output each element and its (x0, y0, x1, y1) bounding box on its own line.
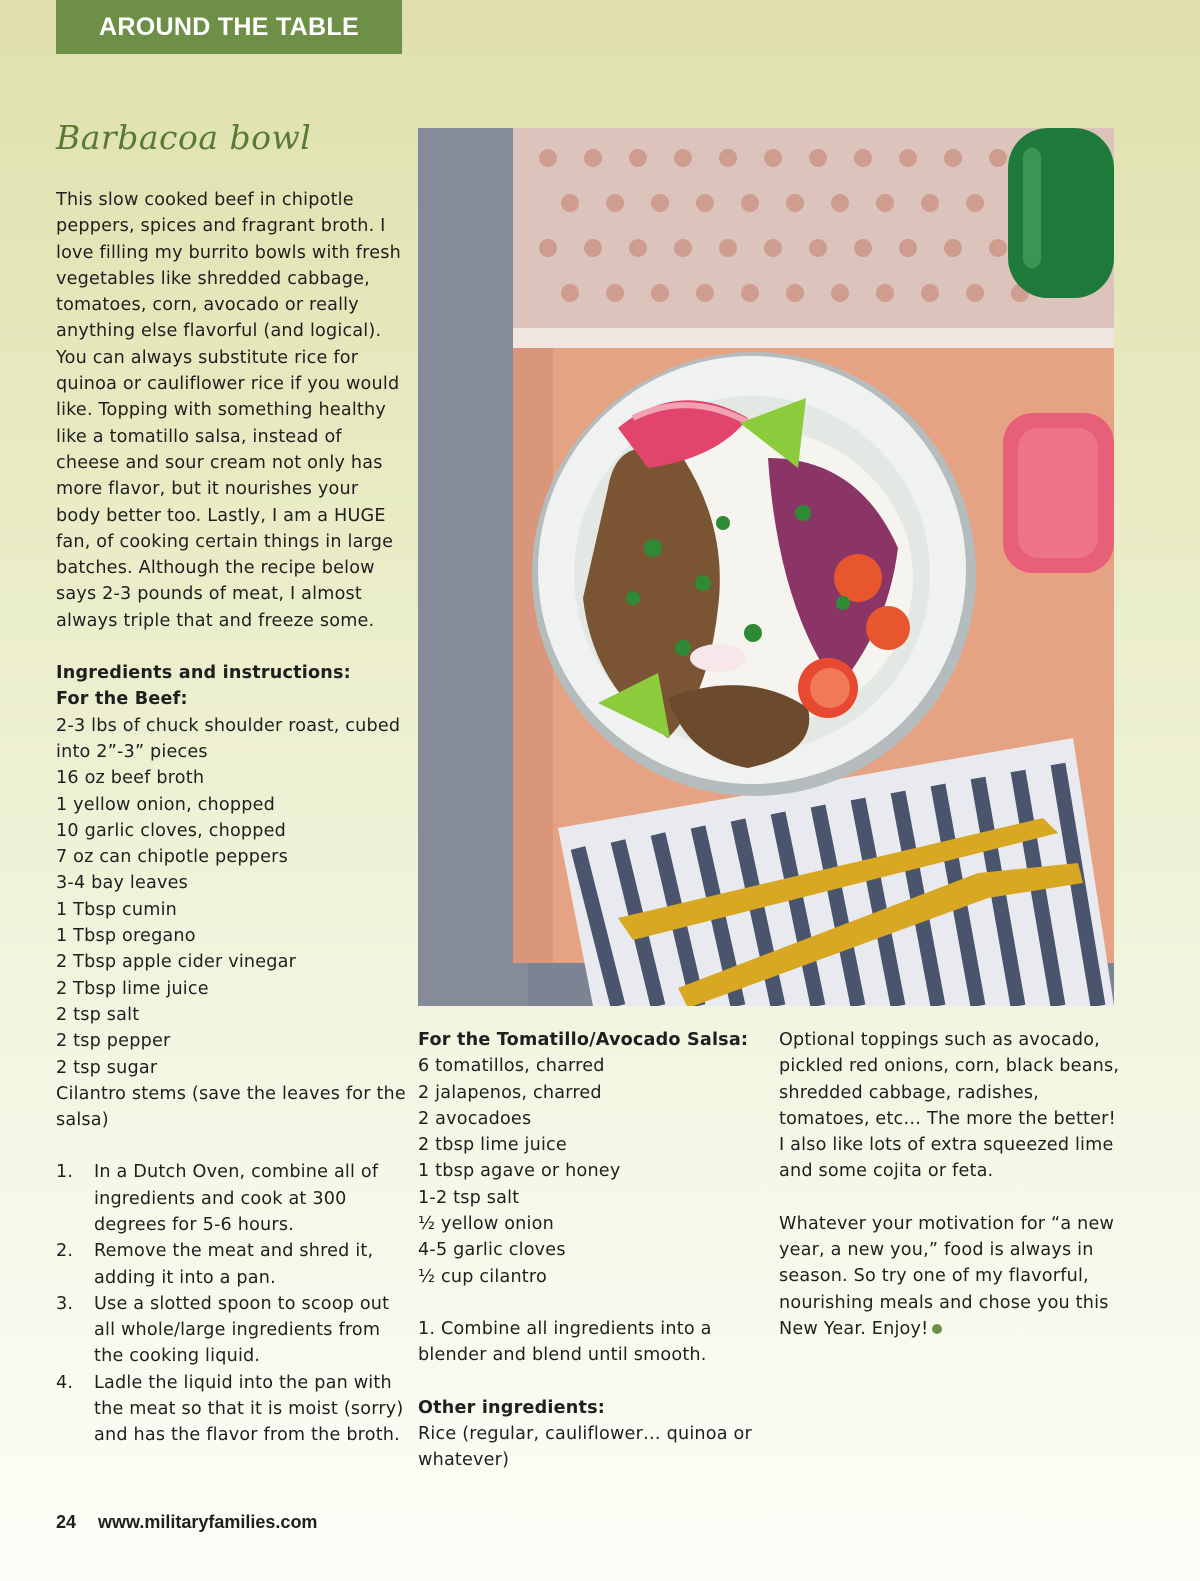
list-item: 2 tsp salt (56, 1004, 140, 1025)
end-dot-icon (932, 1324, 942, 1334)
other-text: Rice (regular, cauliflower… quinoa or whatever) (418, 1423, 752, 1471)
beef-steps (56, 1159, 406, 1448)
step-item (56, 1370, 406, 1449)
list-item: 2 Tbsp lime juice (56, 978, 209, 999)
photo-illustration (418, 128, 1114, 1006)
step-number: 3. (56, 1293, 74, 1314)
other-heading: Other ingredients: (418, 1397, 605, 1418)
list-item: 1 Tbsp oregano (56, 926, 196, 947)
list-item: 1 yellow onion, chopped (56, 794, 275, 815)
step-text: Ladle the liquid into the pan with the meat so that it is moist (sorry) and has the flavor from the broth. (94, 1372, 404, 1446)
list-item: 1 tbsp agave or honey (418, 1161, 621, 1182)
list-item: ½ cup cilantro (418, 1266, 547, 1287)
footer-url: www.militaryfamilies.com (98, 1512, 318, 1532)
right-column (779, 1027, 1124, 1342)
list-item: 7 oz can chipotle peppers (56, 847, 288, 868)
list-item: 3-4 bay leaves (56, 873, 188, 894)
section-title: AROUND THE TABLE (99, 12, 359, 41)
step-text: Remove the meat and shred it, adding it into a pan. (94, 1241, 374, 1288)
list-item: 16 oz beef broth (56, 768, 205, 789)
salsa-ingredient-list (418, 1053, 763, 1290)
list-item: Cilantro stems (save the leaves for the salsa) (56, 1083, 406, 1131)
list-item: 1 Tbsp cumin (56, 899, 178, 920)
section-tab (56, 0, 402, 54)
step-number: 2. (56, 1241, 74, 1262)
list-item: ½ yellow onion (418, 1214, 554, 1235)
ingredients-heading: Ingredients and instructions: (56, 663, 351, 684)
list-item: 2 Tbsp apple cider vinegar (56, 952, 297, 973)
step-number: 4. (56, 1372, 74, 1393)
step-text: In a Dutch Oven, combine all of ingredients and cook at 300 degrees for 5-6 hours. (94, 1162, 379, 1235)
step-text: Use a slotted spoon to scoop out all whole/large ingredients from the cooking liquid. (94, 1293, 390, 1367)
list-item: 2 tsp sugar (56, 1057, 158, 1078)
closing-text: Whatever your motivation for “a new year, a new you,” food is always in season. So try one of my flavorful, nourishing meals and chose you this New Year. Enjoy! (779, 1213, 1115, 1339)
list-item: 2 tsp pepper (56, 1031, 171, 1052)
list-item: 10 garlic cloves, chopped (56, 820, 287, 841)
beef-heading: For the Beef: (56, 689, 188, 710)
list-item: 2 avocadoes (418, 1108, 532, 1129)
intro-paragraph: This slow cooked beef in chipotle peppers, spices and fragrant broth. I love filling my burrito bowls with fresh vegetables like shredded cabbage, tomatoes, corn, avocado or really anything else flavorful (and logical). You can always substitute rice for quinoa or cauliflower rice if you would like. Topping with something healthy like a tomatillo salsa, instead of cheese and sour cream not only has more flavor, but it nourishes your body better too. Lastly, I am a HUGE fan, of cooking certain things in large batches. Although the recipe below says 2-3 pounds of meat, I almost always triple that and freeze some. (56, 190, 401, 631)
step-item (56, 1159, 406, 1238)
list-item: 2 jalapenos, charred (418, 1082, 602, 1103)
closing-paragraph (779, 1211, 1124, 1342)
salsa-heading: For the Tomatillo/Avocado Salsa: (418, 1030, 749, 1050)
beef-ingredient-list (56, 713, 406, 1134)
recipe-title: Barbacoa bowl (56, 118, 312, 157)
page-number: 24 (56, 1512, 77, 1532)
list-item: 6 tomatillos, charred (418, 1056, 605, 1077)
step-item (56, 1238, 406, 1291)
salsa-step: 1. Combine all ingredients into a blender and blend until smooth. (418, 1318, 712, 1366)
left-column (56, 187, 406, 1449)
toppings-paragraph: Optional toppings such as avocado, pickled red onions, corn, black beans, shredded cabbage, radishes, tomatoes, etc… The more the better! I also like lots of extra squeezed lime and some cojita or feta. (779, 1030, 1120, 1182)
middle-column (418, 1027, 763, 1473)
list-item: 2 tbsp lime juice (418, 1135, 567, 1156)
list-item: 4-5 garlic cloves (418, 1240, 566, 1261)
step-number: 1. (56, 1162, 74, 1183)
barbacoa-bowl-photo (418, 128, 1114, 1006)
list-item: 1-2 tsp salt (418, 1187, 520, 1208)
page-footer (56, 1512, 317, 1533)
list-item: 2-3 lbs of chuck shoulder roast, cubed into 2”-3” pieces (56, 715, 401, 762)
step-item (56, 1291, 406, 1370)
